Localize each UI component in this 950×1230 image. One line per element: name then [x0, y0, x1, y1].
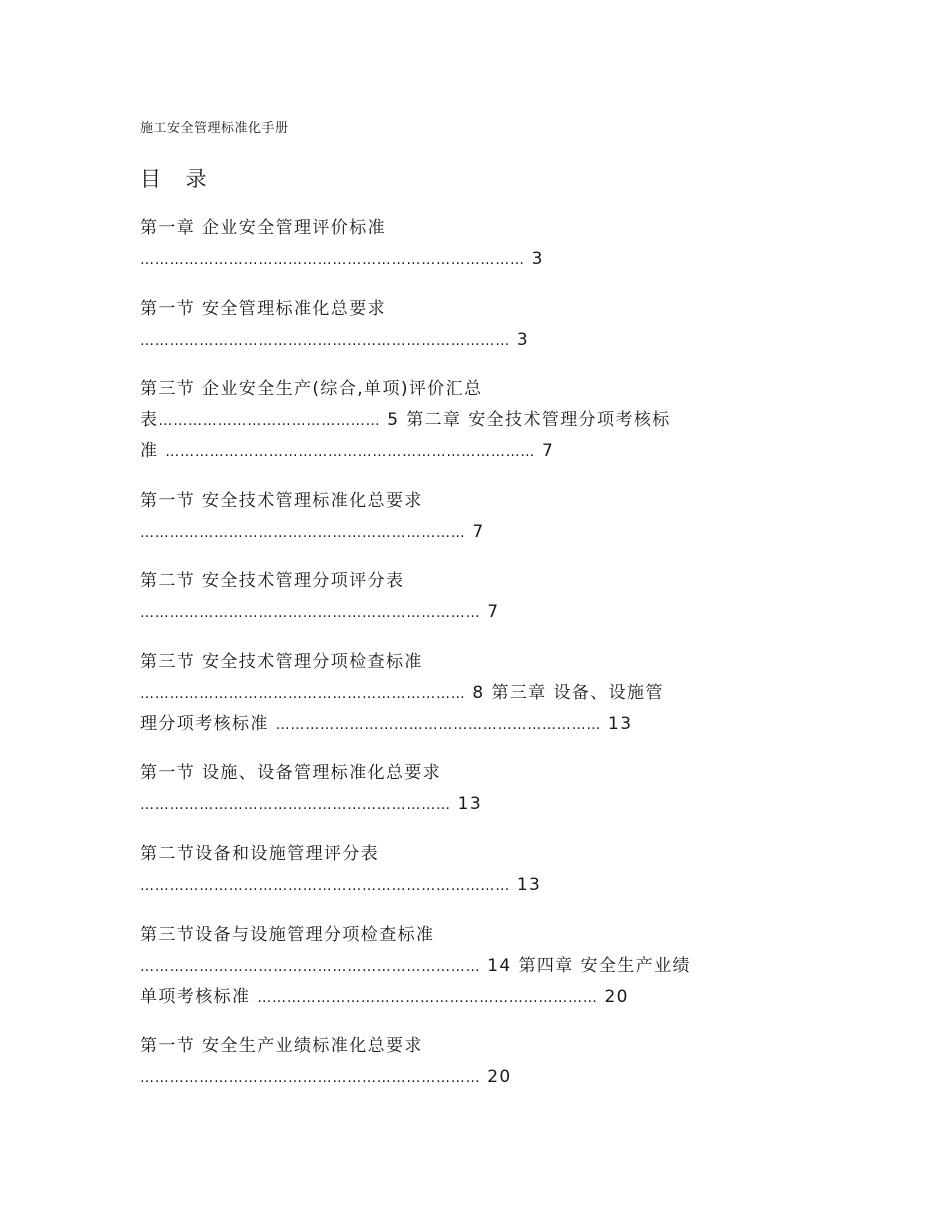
toc-page-number: 20	[604, 987, 629, 1007]
toc-entry[interactable]	[140, 299, 386, 319]
toc-page-number: 3	[516, 330, 530, 350]
toc-leader-dots: ……………………………………………………………………	[140, 252, 525, 268]
toc-page-number: 7	[542, 441, 555, 461]
toc-leader-dots: …………………………………………………………	[275, 717, 602, 733]
document-header: 施工安全管理标准化手册	[140, 121, 289, 136]
toc-entry-text: 第一章 企业安全管理评价标准	[140, 218, 387, 238]
toc-entry-text: 理分项考核标准	[140, 714, 276, 734]
toc-entry[interactable]	[140, 218, 386, 238]
toc-entry-text: 第三节设备与设施管理分项检查标准	[140, 925, 435, 945]
toc-leader-dots: ……………………………………………………………	[140, 959, 481, 975]
toc-entry-text: 第二章 安全技术管理分项考核标	[399, 410, 671, 430]
toc-entry-text: 第一节 设施、设备管理标准化总要求	[140, 763, 442, 783]
toc-entry[interactable]	[140, 875, 541, 896]
toc-entry[interactable]	[140, 794, 482, 815]
toc-entry-text: 第二节 安全技术管理分项评分表	[140, 571, 405, 591]
toc-entry[interactable]	[140, 763, 441, 783]
toc-entry[interactable]	[140, 379, 482, 399]
toc-entry-text: 第一节 安全生产业绩标准化总要求	[140, 1036, 423, 1056]
toc-entry-text: 第一节 安全管理标准化总要求	[140, 299, 387, 319]
toc-entry[interactable]	[140, 987, 629, 1008]
toc-entry-text: 表	[140, 410, 159, 430]
toc-leader-dots: …………………………………………………………………	[140, 333, 510, 349]
toc-entry[interactable]	[140, 652, 423, 672]
toc-entry[interactable]	[140, 491, 423, 511]
toc-entry[interactable]	[140, 410, 671, 431]
toc-entry[interactable]	[140, 602, 499, 623]
toc-page-number: 5	[387, 410, 400, 430]
toc-entry[interactable]	[140, 683, 664, 704]
toc-leader-dots: …………………………………………………………………	[165, 444, 536, 460]
toc-leader-dots: ……………………………………………………………	[257, 990, 598, 1006]
toc-entry-text: 第三节 企业安全生产(综合,单项)评价汇总	[140, 379, 483, 399]
toc-entry-text: 准	[140, 441, 166, 461]
toc-page-number: 20	[487, 1067, 512, 1087]
toc-page-number: 8	[472, 683, 485, 703]
toc-page-number: 7	[487, 602, 500, 622]
toc-entry-text: 第二节设备和设施管理评分表	[140, 844, 380, 864]
toc-page-number: 3	[531, 249, 544, 269]
toc-title: 目 录	[140, 167, 216, 191]
toc-leader-dots: …………………………………………………………	[140, 686, 466, 702]
toc-entry[interactable]	[140, 714, 632, 735]
toc-leader-dots: ……………………………………………………………	[140, 1070, 481, 1086]
toc-leader-dots: ………………………………………	[158, 413, 381, 429]
toc-leader-dots: …………………………………………………………………	[140, 878, 510, 894]
toc-entry[interactable]	[140, 249, 544, 270]
toc-entry[interactable]	[140, 522, 485, 543]
toc-entry[interactable]	[140, 330, 529, 351]
toc-page-number: 7	[472, 522, 485, 542]
toc-entry-text: 第三章 设备、设施管	[484, 683, 664, 703]
toc-entry[interactable]	[140, 925, 434, 945]
toc-entry-text: 单项考核标准	[140, 987, 258, 1007]
toc-page-number: 14	[487, 956, 512, 976]
toc-page-number: 13	[516, 875, 542, 895]
toc-entry[interactable]	[140, 571, 404, 591]
toc-entry[interactable]	[140, 844, 379, 864]
toc-page-number: 13	[457, 794, 483, 814]
toc-leader-dots: ………………………………………………………	[140, 797, 451, 813]
toc-entry[interactable]	[140, 956, 691, 977]
toc-entry[interactable]	[140, 1067, 512, 1088]
toc-entry[interactable]	[140, 1036, 423, 1056]
toc-leader-dots: …………………………………………………………	[140, 525, 466, 541]
toc-entry-text: 第一节 安全技术管理标准化总要求	[140, 491, 423, 511]
toc-entry-text: 第三节 安全技术管理分项检查标准	[140, 652, 423, 672]
toc-leader-dots: ……………………………………………………………	[140, 605, 481, 621]
toc-entry-text: 第四章 安全生产业绩	[511, 956, 691, 976]
toc-entry[interactable]	[140, 441, 554, 462]
toc-page-number: 13	[608, 714, 633, 734]
